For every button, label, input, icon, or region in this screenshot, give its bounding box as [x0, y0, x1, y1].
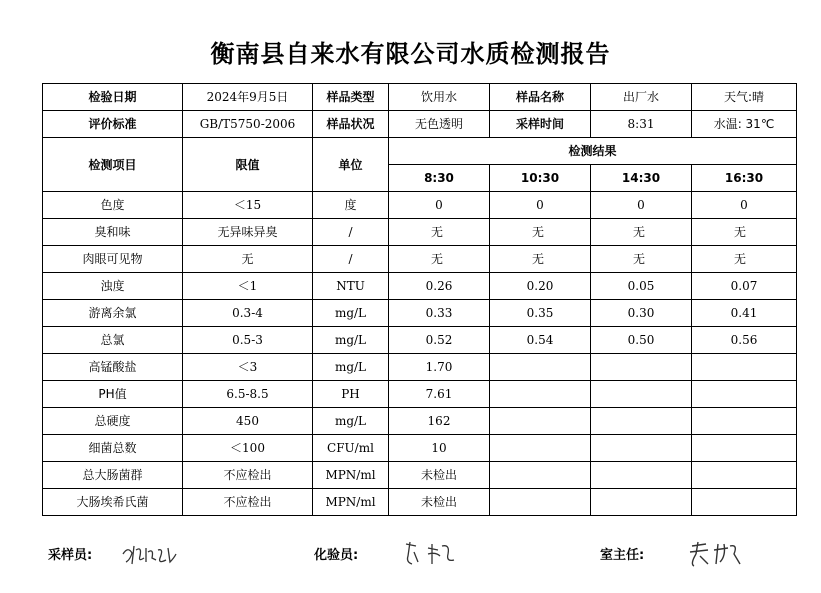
col-limit-header: 限值: [183, 138, 313, 192]
limit-cell: 无: [183, 246, 313, 273]
result-cell: 0: [389, 192, 490, 219]
result-cell: 0.05: [591, 273, 692, 300]
item-cell: 色度: [43, 192, 183, 219]
director-label: 室主任:: [600, 548, 645, 563]
header-row-1: [43, 84, 797, 111]
date-value: 2024年9月5日: [183, 84, 313, 111]
result-cell: [591, 435, 692, 462]
result-cell: 无: [490, 246, 591, 273]
unit-cell: NTU: [313, 273, 389, 300]
water-temp-value: 水温: 31℃: [692, 111, 797, 138]
sampler-signature: [120, 538, 178, 568]
result-cell: [692, 381, 797, 408]
result-cell: 未检出: [389, 489, 490, 516]
result-cell: 0.41: [692, 300, 797, 327]
result-cell: 7.61: [389, 381, 490, 408]
result-cell: 0.33: [389, 300, 490, 327]
table-row: [43, 489, 797, 516]
unit-cell: /: [313, 246, 389, 273]
result-cell: 0.54: [490, 327, 591, 354]
result-cell: [692, 489, 797, 516]
result-cell: [490, 408, 591, 435]
result-cell: 无: [692, 246, 797, 273]
inspector-label: 化验员:: [314, 548, 359, 563]
unit-cell: 度: [313, 192, 389, 219]
data-rows: [43, 192, 797, 516]
state-value: 无色透明: [389, 111, 490, 138]
time-header: 16:30: [692, 165, 797, 192]
result-cell: [591, 489, 692, 516]
unit-cell: MPN/ml: [313, 462, 389, 489]
limit-cell: 无异味异臭: [183, 219, 313, 246]
result-cell: [490, 354, 591, 381]
standard-label: 评价标准: [43, 111, 183, 138]
limit-cell: 0.3-4: [183, 300, 313, 327]
table-row: [43, 327, 797, 354]
result-cell: [692, 435, 797, 462]
item-cell: 总大肠菌群: [43, 462, 183, 489]
director-signature: [686, 538, 744, 568]
limit-cell: 不应检出: [183, 462, 313, 489]
type-value: 饮用水: [389, 84, 490, 111]
table-row: [43, 354, 797, 381]
result-cell: 10: [389, 435, 490, 462]
date-label: 检验日期: [43, 84, 183, 111]
result-cell: 0.52: [389, 327, 490, 354]
unit-cell: mg/L: [313, 408, 389, 435]
table-row: [43, 273, 797, 300]
weather-value: 天气:晴: [692, 84, 797, 111]
result-cell: 无: [591, 219, 692, 246]
limit-cell: 450: [183, 408, 313, 435]
limit-cell: ＜3: [183, 354, 313, 381]
time-header: 14:30: [591, 165, 692, 192]
result-cell: 162: [389, 408, 490, 435]
result-cell: [490, 435, 591, 462]
result-cell: 无: [389, 246, 490, 273]
item-cell: 总氯: [43, 327, 183, 354]
time-header: 10:30: [490, 165, 591, 192]
time-value: 8:31: [591, 111, 692, 138]
result-cell: [490, 381, 591, 408]
result-cell: 0.50: [591, 327, 692, 354]
col-item-header: 检测项目: [43, 138, 183, 192]
item-cell: 臭和味: [43, 219, 183, 246]
item-cell: 肉眼可见物: [43, 246, 183, 273]
result-cell: 0.26: [389, 273, 490, 300]
item-cell: 游离余氯: [43, 300, 183, 327]
unit-cell: PH: [313, 381, 389, 408]
time-header: 8:30: [389, 165, 490, 192]
limit-cell: ＜1: [183, 273, 313, 300]
table-row: [43, 435, 797, 462]
unit-cell: MPN/ml: [313, 489, 389, 516]
result-cell: 0: [490, 192, 591, 219]
name-label: 样品名称: [490, 84, 591, 111]
unit-cell: mg/L: [313, 354, 389, 381]
result-cell: [692, 408, 797, 435]
item-cell: 浊度: [43, 273, 183, 300]
item-cell: 高锰酸盐: [43, 354, 183, 381]
result-cell: [591, 462, 692, 489]
unit-cell: /: [313, 219, 389, 246]
item-cell: PH值: [43, 381, 183, 408]
header-row-2: [43, 111, 797, 138]
limit-cell: ＜15: [183, 192, 313, 219]
report-title: 衡南县自来水有限公司水质检测报告: [210, 40, 611, 68]
result-cell: 0.30: [591, 300, 692, 327]
table-row: [43, 192, 797, 219]
unit-cell: CFU/ml: [313, 435, 389, 462]
result-cell: 0: [692, 192, 797, 219]
table-row: [43, 408, 797, 435]
item-cell: 细菌总数: [43, 435, 183, 462]
result-cell: 1.70: [389, 354, 490, 381]
column-header-row-1: [43, 138, 797, 165]
result-cell: [591, 354, 692, 381]
result-cell: 无: [389, 219, 490, 246]
table-row: [43, 381, 797, 408]
table-row: [43, 246, 797, 273]
result-cell: [490, 489, 591, 516]
item-cell: 总硬度: [43, 408, 183, 435]
result-cell: 0.07: [692, 273, 797, 300]
inspector-signature: [402, 538, 458, 568]
result-cell: 0.56: [692, 327, 797, 354]
result-cell: 0: [591, 192, 692, 219]
limit-cell: 不应检出: [183, 489, 313, 516]
table-row: [43, 462, 797, 489]
result-cell: 无: [490, 219, 591, 246]
unit-cell: mg/L: [313, 300, 389, 327]
table-row: [43, 219, 797, 246]
limit-cell: 0.5-3: [183, 327, 313, 354]
limit-cell: ＜100: [183, 435, 313, 462]
result-cell: 无: [591, 246, 692, 273]
item-cell: 大肠埃希氏菌: [43, 489, 183, 516]
result-cell: 无: [692, 219, 797, 246]
report-table: [42, 83, 797, 516]
time-label: 采样时间: [490, 111, 591, 138]
type-label: 样品类型: [313, 84, 389, 111]
standard-value: GB/T5750-2006: [183, 111, 313, 138]
name-value: 出厂水: [591, 84, 692, 111]
limit-cell: 6.5-8.5: [183, 381, 313, 408]
state-label: 样品状况: [313, 111, 389, 138]
result-cell: [591, 408, 692, 435]
result-cell: 0.35: [490, 300, 591, 327]
sampler-label: 采样员:: [48, 548, 93, 563]
result-cell: [490, 462, 591, 489]
result-cell: [692, 354, 797, 381]
col-unit-header: 单位: [313, 138, 389, 192]
result-cell: [591, 381, 692, 408]
result-cell: [692, 462, 797, 489]
result-cell: 未检出: [389, 462, 490, 489]
col-results-header: 检测结果: [389, 138, 797, 165]
unit-cell: mg/L: [313, 327, 389, 354]
result-cell: 0.20: [490, 273, 591, 300]
table-row: [43, 300, 797, 327]
